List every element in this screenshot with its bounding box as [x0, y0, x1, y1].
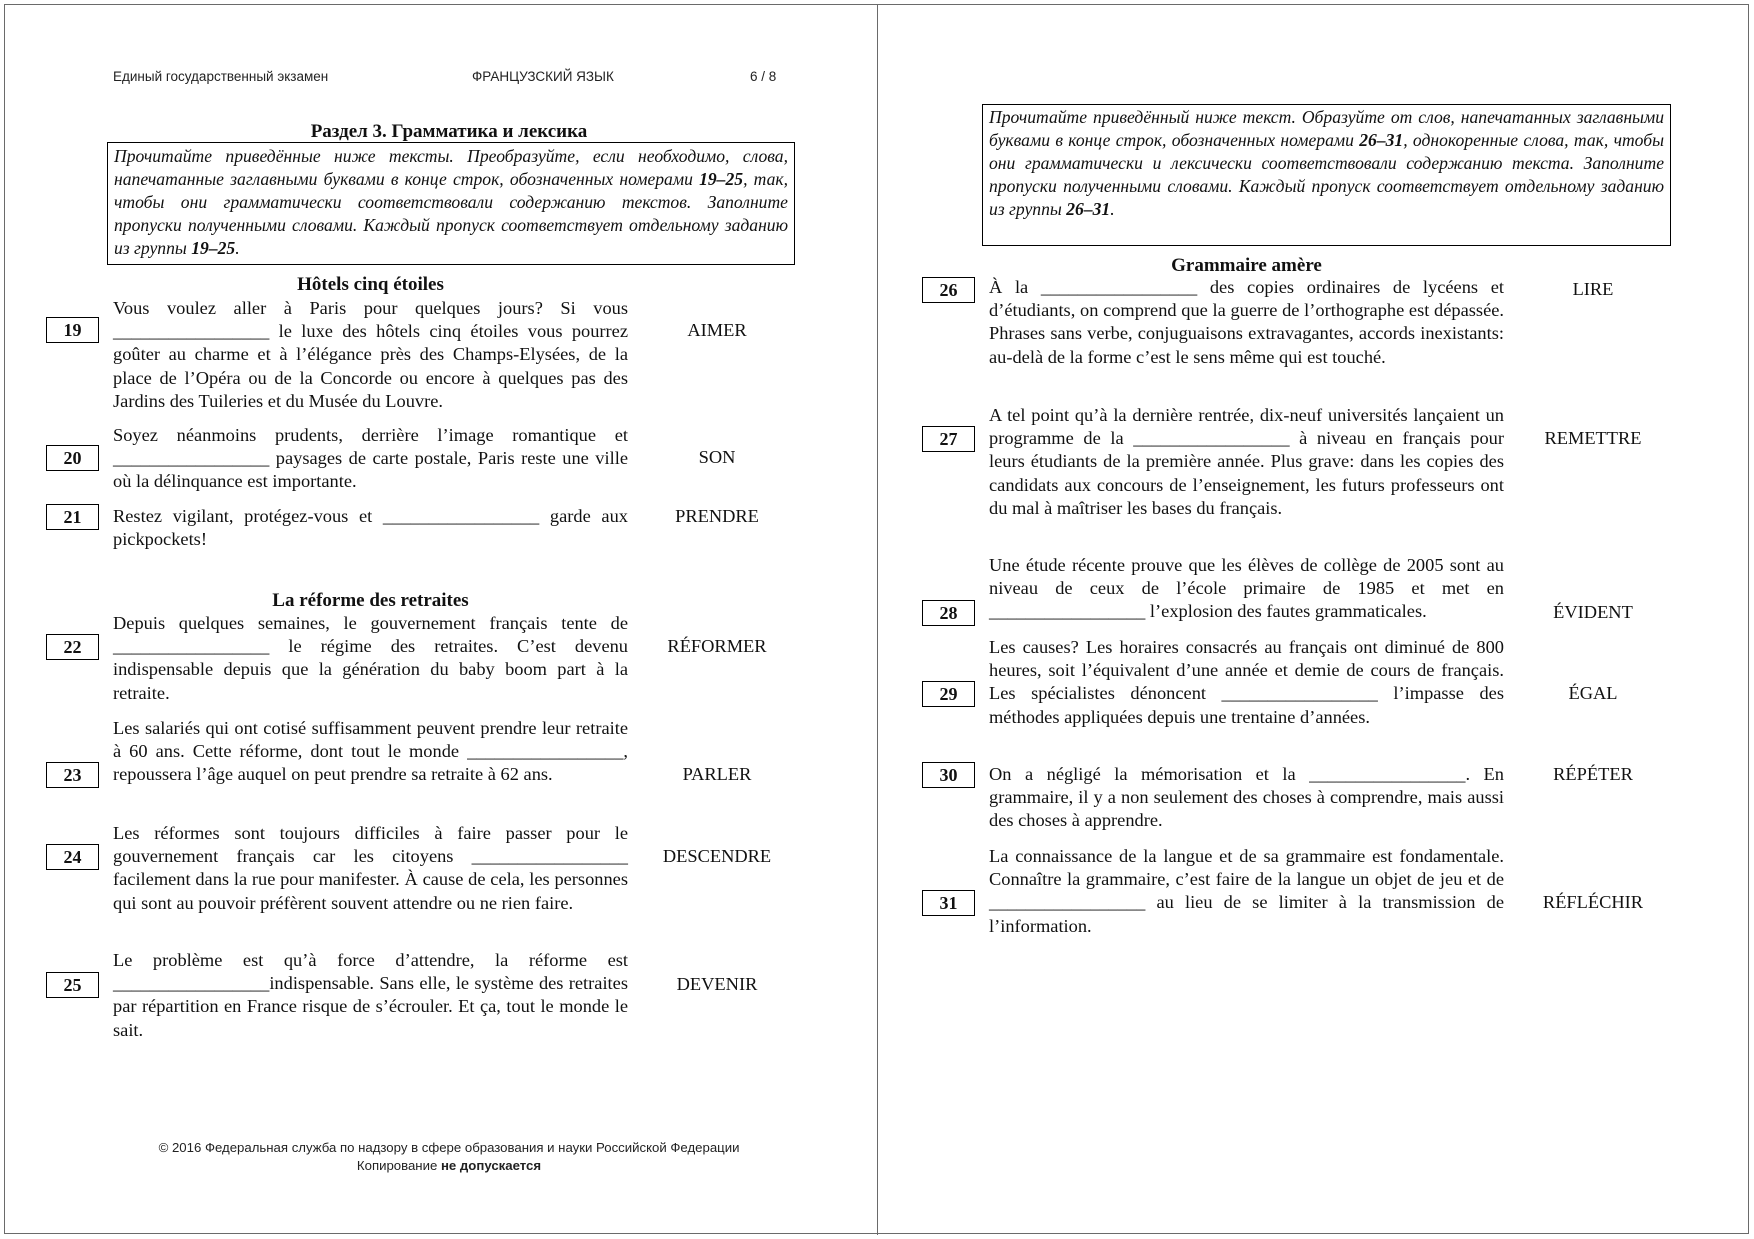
- task-keyword: ÉVIDENT: [1553, 602, 1633, 622]
- task-keyword: AIMER: [687, 320, 747, 340]
- task-number: 22: [46, 634, 99, 660]
- text-title-retraites: La réforme des retraites: [272, 590, 469, 611]
- page-divider: [877, 4, 878, 1235]
- task-keyword: DEVENIR: [676, 974, 758, 994]
- task-number: 28: [922, 600, 975, 626]
- task-text: Les réformes sont toujours difficiles à faire passer pour le gouvernement français car les citoyens _________________ facilement dans la rue pour manifester. À cause de cela, les personnes qui sont au pouvoir préfèrent souvent attendre ou ne rien faire.: [113, 823, 628, 913]
- task-keyword: PARLER: [682, 764, 752, 784]
- task-number: 27: [922, 426, 975, 452]
- task-number: 20: [46, 445, 99, 471]
- header-page-number: 6 / 8: [750, 69, 777, 84]
- header-subject: ФРАНЦУЗСКИЙ ЯЗЫК: [472, 69, 614, 84]
- task-keyword: ÉGAL: [1568, 683, 1618, 703]
- task-text: Les salariés qui ont cotisé suffisamment peuvent prendre leur retraite à 60 ans. Cette réforme, dont tout le monde _________________, repoussera l’âge auquel on peut prendre sa retraite à 62 ans.: [113, 718, 628, 785]
- instruction-box-right: Прочитайте приведённый ниже текст. Образуйте от слов, напечатанных заглавными буквами в конце строк, обозначенных номерами 26–31, однокоренные слова, так, чтобы они грамматически и лексически соответствовали содержанию текста. Заполните пропуски полученными словами. Каждый пропуск соответствует отдельному заданию из группы 26–31.: [982, 104, 1671, 246]
- task-keyword: PRENDRE: [675, 506, 759, 526]
- task-number: 24: [46, 844, 99, 870]
- task-number: 29: [922, 681, 975, 707]
- task-text: On a négligé la mémorisation et la _________________. En grammaire, il y a non seulement des choses à comprendre, mais aussi des choses à apprendre.: [989, 764, 1504, 831]
- header-exam: Единый государственный экзамен: [113, 69, 329, 84]
- task-number: 21: [46, 504, 99, 530]
- task-keyword: RÉPÉTER: [1553, 764, 1633, 784]
- task-text: A tel point qu’à la dernière rentrée, dix-neuf universités lançaient un programme de la _________________ à niveau en français pour leurs étudiants de la première année. Plus grave: dans les copies des candidats aux concours de l’enseignement, les futurs professeurs ont du mal à maîtriser les bases du français.: [989, 405, 1504, 518]
- task-text: Soyez néanmoins prudents, derrière l’image romantique et _________________ paysages de carte postale, Paris reste une ville où la délinquance est importante.: [113, 425, 628, 492]
- footer-copy-notice: Копирование не допускается: [356, 1158, 542, 1173]
- task-number: 26: [922, 277, 975, 303]
- task-keyword: REMETTRE: [1544, 428, 1642, 448]
- section-title: Раздел 3. Грамматика и лексика: [310, 121, 588, 142]
- task-number: 19: [46, 317, 99, 343]
- task-text: Le problème est qu’à force d’attendre, la réforme est _________________indispensable. Sans elle, le système des retraites par répartition en France risque de s’écrouler. Et ça, tout le monde le sait.: [113, 950, 628, 1040]
- task-text: Une étude récente prouve que les élèves de collège de 2005 sont au niveau de ceux de l’école primaire de 1985 et met en _________________ l’explosion des fautes grammaticales.: [989, 555, 1504, 622]
- text-title-hotels: Hôtels cinq étoiles: [297, 274, 444, 295]
- task-text: Restez vigilant, protégez-vous et _________________ garde aux pickpockets!: [113, 506, 628, 550]
- task-text: Les causes? Les horaires consacrés au français ont diminué de 800 heures, soit l’équivalent d’une année et demie de cours de français. Les spécialistes dénoncent _________________ l’impasse des méthodes appliquées depuis une trentaine d’années.: [989, 637, 1504, 727]
- instruction-box-left: Прочитайте приведённые ниже тексты. Преобразуйте, если необходимо, слова, напечатанные заглавными буквами в конце строк, обозначенных номерами 19–25, так, чтобы они грамматически соответствовали содержанию текстов. Заполните пропуски полученными словами. Каждый пропуск соответствует отдельному заданию из группы 19–25.: [107, 142, 795, 265]
- task-text: À la _________________ des copies ordinaires de lycéens et d’étudiants, on comprend que la guerre de l’orthographe est dépassée. Phrases sans verbe, conjuguaisons extravagantes, accords inexistants: au-delà de la forme c’est le sens même qui est touché.: [989, 277, 1504, 367]
- task-keyword: LIRE: [1572, 279, 1614, 299]
- text-title-grammaire: Grammaire amère: [1171, 255, 1322, 276]
- task-keyword: SON: [698, 447, 736, 467]
- task-number: 31: [922, 890, 975, 916]
- task-keyword: RÉFLÉCHIR: [1542, 892, 1644, 912]
- task-text: Depuis quelques semaines, le gouvernement français tente de _________________ le régime des retraites. C’est devenu indispensable depuis que la génération du baby boom part à la retraite.: [113, 613, 628, 703]
- task-text: La connaissance de la langue et de sa grammaire est fondamentale. Connaître la grammaire, c’est faire de la langue un objet de jeu et de _________________ au lieu de se limiter à la transmission de l’information.: [989, 846, 1504, 936]
- task-keyword: RÉFORMER: [667, 636, 767, 656]
- task-keyword: DESCENDRE: [662, 846, 772, 866]
- footer-copyright: © 2016 Федеральная служба по надзору в сфере образования и науки Российской Федерации: [158, 1140, 740, 1155]
- task-text: Vous voulez aller à Paris pour quelques jours? Si vous _________________ le luxe des hôtels cinq étoiles vous pourrez goûter au charme et à l’élégance près des Champs-Elysées, de la place de l’Opéra ou de la Concorde ou encore à quelques pas des Jardins des Tuileries et du Musée du Louvre.: [113, 298, 628, 411]
- task-number: 30: [922, 762, 975, 788]
- task-number: 25: [46, 972, 99, 998]
- task-number: 23: [46, 762, 99, 788]
